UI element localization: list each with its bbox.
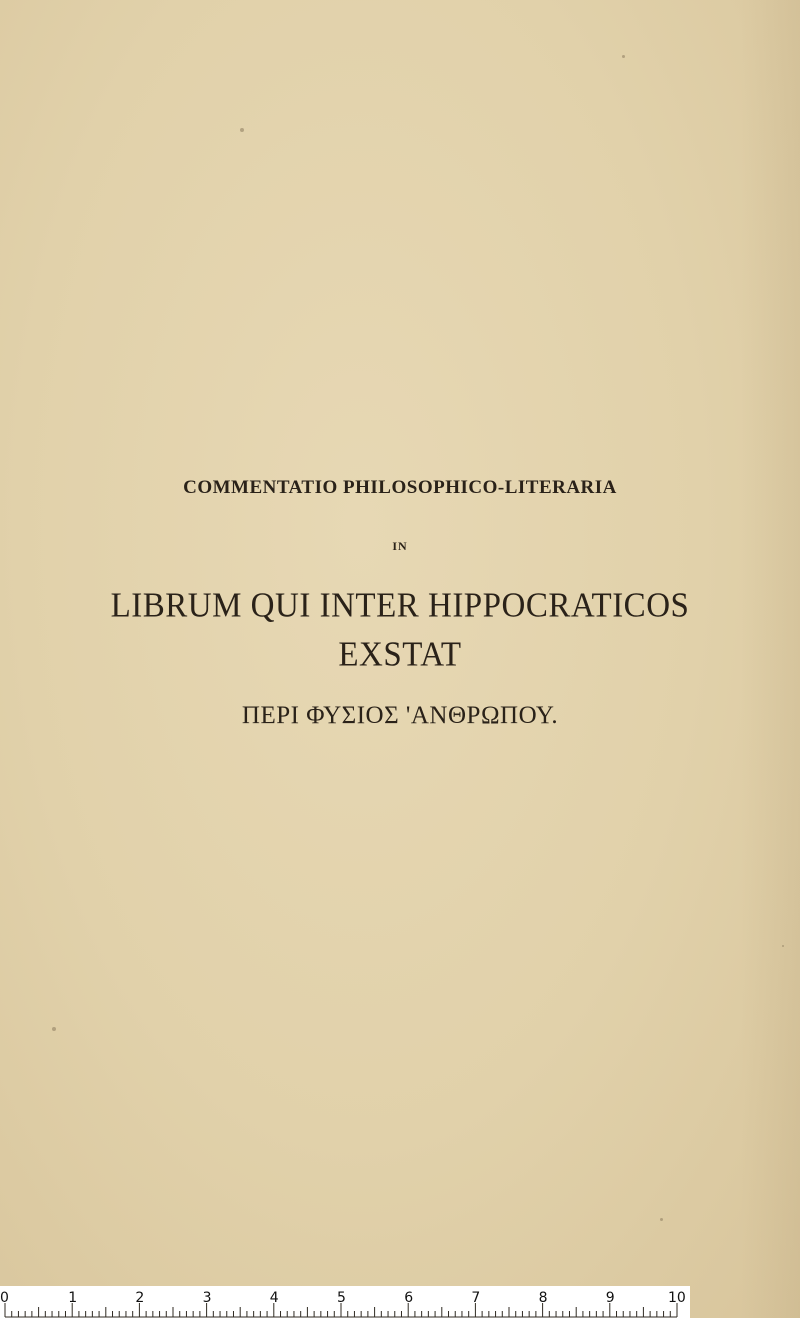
greek-title: ΠΕΡΙ ΦΥΣΙΟΣ 'ΑΝΘΡΩΠΟΥ. [241, 702, 559, 729]
ruler-label: 4 [269, 1290, 279, 1306]
main-title-line-2: EXSTAT [338, 636, 462, 674]
paper-speck [52, 1027, 56, 1031]
paper-speck [622, 55, 625, 58]
connector-word: IN [392, 539, 408, 553]
main-title-line-1: LIBRUM QUI INTER HIPPOCRATICOS [110, 587, 690, 625]
paper-speck [660, 1218, 663, 1221]
scale-ruler [0, 1286, 690, 1318]
ruler-label: 7 [471, 1290, 481, 1306]
paper-speck [240, 128, 244, 132]
ruler-label: 0 [0, 1290, 9, 1306]
ruler-label: 6 [404, 1290, 414, 1306]
ruler-label: 9 [605, 1290, 615, 1306]
ruler-label: 2 [135, 1290, 145, 1306]
subtitle-commentatio: COMMENTATIO PHILOSOPHICO-LITERARIA [183, 477, 617, 498]
ruler-label: 3 [202, 1290, 212, 1306]
ruler-label: 1 [68, 1290, 78, 1306]
ruler-label: 10 [668, 1290, 686, 1306]
ruler-label: 5 [337, 1290, 346, 1306]
paper-speck [782, 945, 784, 947]
ruler-label: 8 [538, 1290, 548, 1306]
